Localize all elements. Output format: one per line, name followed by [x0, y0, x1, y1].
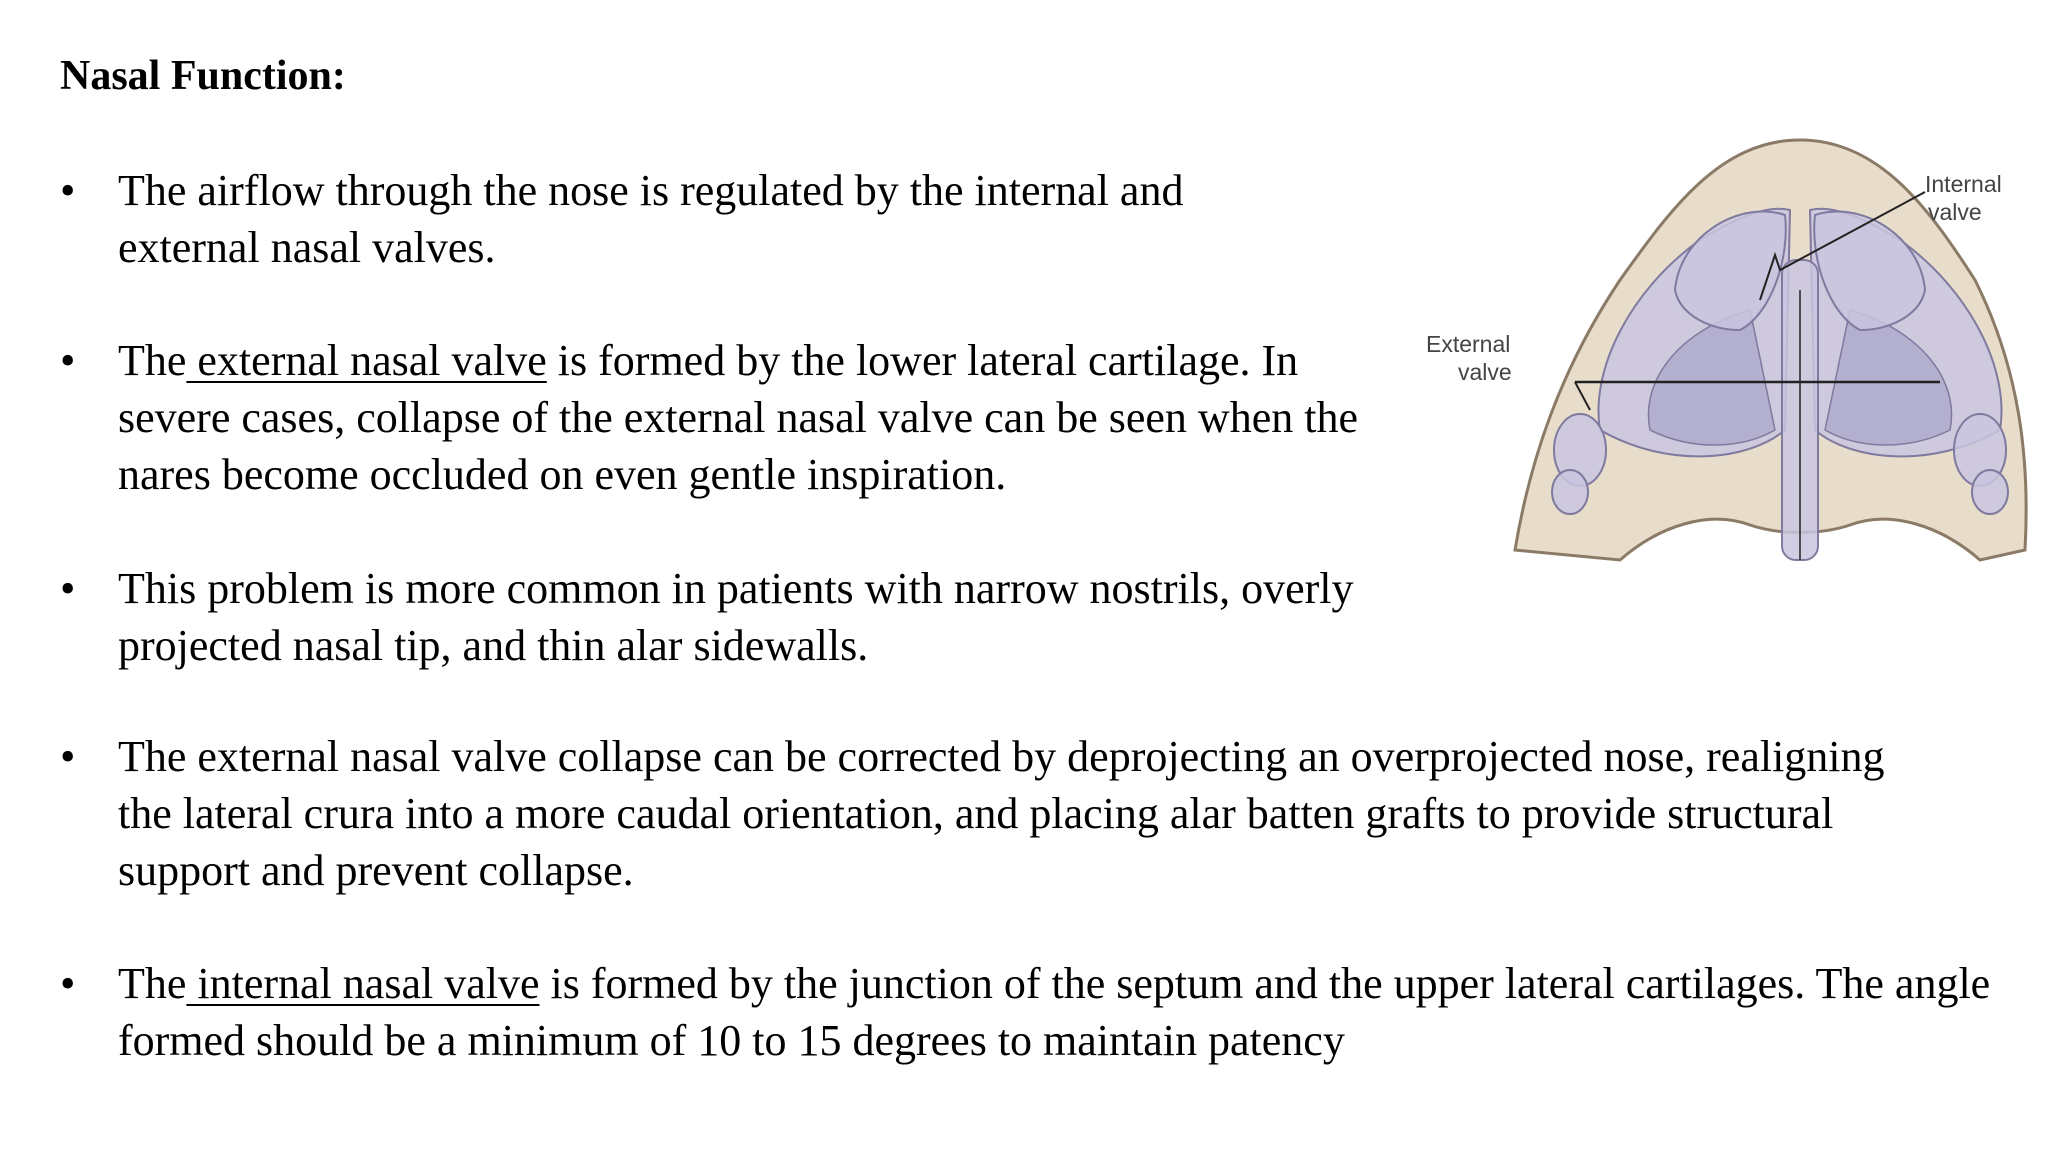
bullet-item-external-valve [60, 332, 1420, 503]
bullet-text-line2: external nasal valves. [118, 223, 496, 272]
bullet-item-internal-valve [60, 955, 2000, 1069]
bullet-rest: is formed by the junction of the septum and the upper lateral cartilages. The angle formed should be a minimum of 10 to 15 degrees to maintain patency [118, 959, 1991, 1065]
slide-title: Nasal Function: [60, 53, 346, 99]
bullet-glyph: • [60, 732, 76, 781]
underlined-term-external-nasal-valve: external nasal valve [186, 336, 547, 385]
bullet-text [118, 162, 1360, 276]
bullet-glyph: • [60, 564, 76, 613]
bullet-text [118, 955, 2000, 1069]
bullet-text-line1: The airflow through the nose is regulated by the internal and [118, 166, 1184, 215]
bullet-text: This problem is more common in patients with narrow nostrils, overly projected nasal tip, and thin alar sidewalls. [118, 564, 1354, 670]
left-ala-lobule-lower [1552, 470, 1588, 514]
bullet-item-common-problem [60, 560, 1360, 674]
label-external-valve-line2: valve [1458, 359, 1512, 385]
bullet-glyph: • [60, 959, 76, 1008]
bullet-lead: The [118, 959, 187, 1008]
bullet-glyph: • [60, 166, 76, 215]
label-internal-valve-line2: valve [1928, 199, 1982, 225]
bullet-text [118, 332, 1420, 503]
bullet-glyph: • [60, 336, 76, 385]
right-ala-lobule-lower [1972, 470, 2008, 514]
bullet-text: The external nasal valve collapse can be corrected by deprojecting an overprojected nose, realigning the lateral crura into a more caudal orientation, and placing alar batten grafts to provide structural support and prevent collapse. [118, 732, 1885, 895]
bullet-item-correction [60, 728, 1900, 899]
nose-diagram-svg [1420, 130, 2030, 580]
nasal-valve-illustration [1420, 130, 2030, 580]
label-internal-valve-line1: Internal [1925, 171, 2002, 197]
label-external-valve-line1: External [1426, 331, 1511, 357]
underlined-term-internal-nasal-valve: internal nasal valve [186, 959, 540, 1008]
bullet-rest: is formed by the lower lateral cartilage. In severe cases, collapse of the external nasal valve can be seen when the nares become occluded on even gentle inspiration. [118, 336, 1358, 499]
bullet-lead: The [118, 336, 187, 385]
bullet-item-airflow [60, 162, 1360, 276]
